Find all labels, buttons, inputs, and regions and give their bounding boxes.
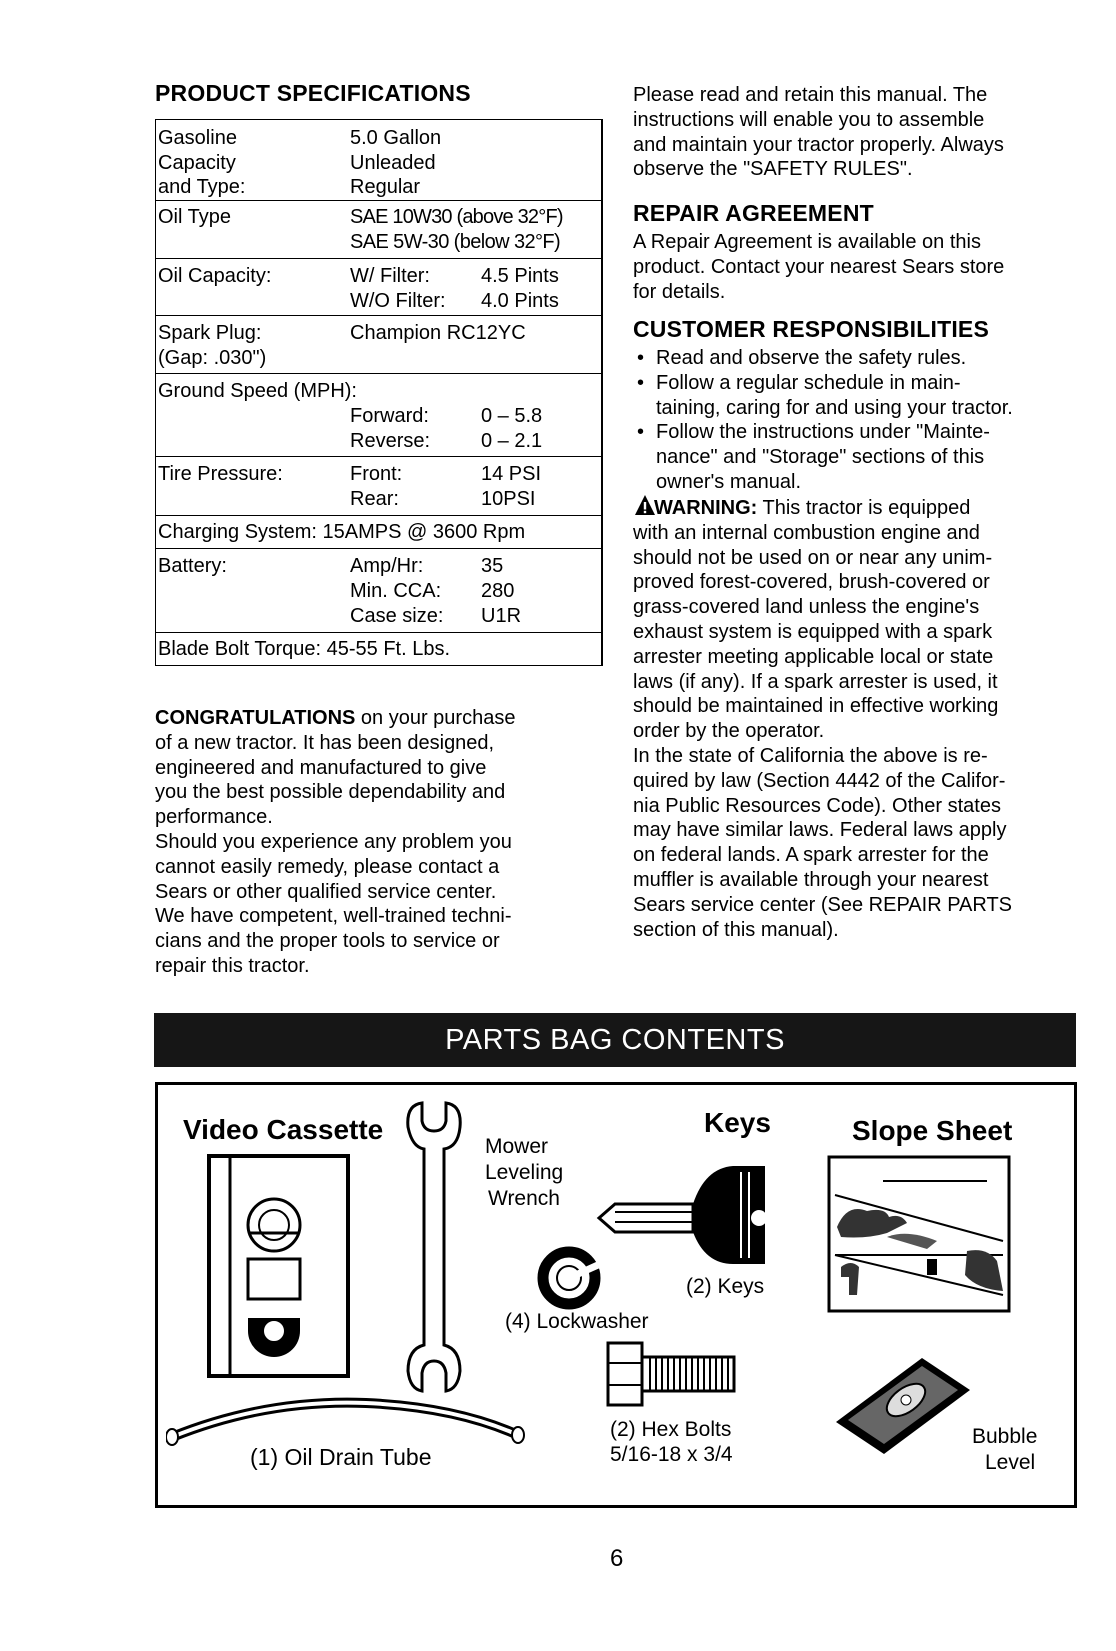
warning-label: WARNING: [654,497,758,519]
spec-value: 0 – 5.8 [481,405,543,427]
spec-value: W/ Filter: [350,265,430,287]
text-line: order by the operator. [633,720,825,743]
text-line: performance. [155,806,273,829]
text-line: you the best possible dependability and [155,781,506,804]
text-line: should be maintained in effective working [633,695,999,718]
spec-row-charging [156,516,601,549]
text-line: WARNING: This tractor is equipped [654,497,971,519]
list-item-cont: nance" and "Storage" sections of this [656,446,985,469]
slope-sheet-label: Slope Sheet [852,1115,1013,1146]
spec-value: SAE 5W-30 (below 32°F) [350,231,561,253]
text-line: Sears or other qualified service center. [155,880,497,903]
spec-table [155,119,603,666]
text-line: cians and the proper tools to service or [155,930,500,953]
text-line: should not be used on or near any unim- [633,546,993,569]
customer-list [633,346,1083,495]
text-line: A Repair Agreement is available on this [633,231,981,253]
spec-value: 35 [481,555,504,577]
spec-value: 280 [481,580,515,602]
text-line: laws (if any). If a spark arrester is used, it [633,670,998,693]
text-line: product. Contact your nearest Sears store [633,255,1005,278]
congratulations-lead: CONGRATULATIONS [155,707,356,729]
list-item-cont: taining, caring for and using your tractor. [656,396,1013,419]
text-line: CONGRATULATIONS on your purchase [155,707,516,729]
text-line: instructions will enable you to assemble [633,108,985,131]
customer-heading: CUSTOMER RESPONSIBILITIES [633,316,990,342]
spec-value: Regular [350,176,421,198]
spec-row-spark-plug [156,316,601,374]
oil-drain-tube-icon [166,1391,526,1451]
hex-bolts-size: 5/16-18 x 3/4 [610,1443,733,1466]
spec-row-ground-speed [156,374,601,457]
parts-bag-box [155,1082,1077,1508]
text-line: We have competent, well-trained techni- [155,905,512,928]
spec-label: Tire Pressure: [158,463,283,485]
lockwasher-label: (4) Lockwasher [505,1310,649,1333]
spec-value: SAE 10W30 (above 32°F) [350,206,563,228]
text-line: In the state of California the above is re- [633,744,988,767]
spec-value: Unleaded [350,152,436,174]
spec-value: 5.0 Gallon [350,127,442,149]
list-item: • Read and observe the safety rules. [633,346,1083,371]
spec-label: and Type: [158,176,246,198]
warning-text [633,496,1083,942]
text-line: exhaust system is equipped with a spark [633,620,993,643]
parts-bag-banner: PARTS BAG CONTENTS [154,1013,1076,1067]
video-cassette-label: Video Cassette [183,1114,384,1145]
spec-value: Min. CCA: [350,580,442,602]
text-line: of a new tractor. It has been designed, [155,731,495,754]
spec-label: Ground Speed (MPH): [158,380,357,402]
text-line: section of this manual). [633,918,839,941]
repair-heading: REPAIR AGREEMENT [633,200,874,226]
bubble-level-icon [830,1350,975,1462]
text-line: observe the "SAFETY RULES". [633,158,913,181]
text-line: engineered and manufactured to give [155,756,487,779]
list-item: • Follow the instructions under "Mainte- [633,420,1083,445]
list-item: • Follow a regular schedule in main- [633,371,1083,396]
text-line: repair this tractor. [155,954,310,977]
spec-value: Front: [350,463,403,485]
spec-value: Case size: [350,605,444,627]
key-icon [593,1160,773,1270]
repair-text [633,230,1083,304]
leveling-wrench-icon [398,1095,470,1395]
text-line: for details. [633,280,726,303]
keys-title: Keys [704,1107,771,1138]
wrench-label: Wrench [488,1187,560,1210]
text-line: nia Public Resources Code). Other states [633,794,1001,817]
text-line: and maintain your tractor properly. Always [633,133,1004,156]
spec-value: Champion RC12YC [350,322,526,344]
text-line: cannot easily remedy, please contact a [155,855,500,878]
text-line: with an internal combustion engine and [633,521,980,544]
spec-label: Gasoline [158,127,237,149]
intro-text [633,83,1083,182]
slope-sheet-icon [827,1155,1011,1313]
spec-heading: PRODUCT SPECIFICATIONS [155,80,471,106]
spec-label: Oil Type [158,206,231,228]
spec-label: Capacity [158,152,236,174]
page-number: 6 [610,1545,624,1572]
spec-label: Blade Bolt Torque: 45-55 Ft. Lbs. [158,638,451,660]
text-line: Sears service center (See REPAIR PARTS [633,893,1013,916]
spec-row-gasoline [156,120,601,201]
text-line: may have similar laws. Federal laws apply [633,819,1007,842]
spec-value: Amp/Hr: [350,555,424,577]
spec-value: 10PSI [481,488,536,510]
text-line: on federal lands. A spark arrester for the [633,844,989,867]
text-line: quired by law (Section 4442 of the Califor- [633,769,1006,792]
keys-label: (2) Keys [686,1275,765,1298]
text-line: arrester meeting applicable local or state [633,645,994,668]
spec-value: 4.0 Pints [481,290,559,312]
spec-value: W/O Filter: [350,290,446,312]
spec-label: Charging System: 15AMPS @ 3600 Rpm [158,521,526,543]
spec-value: Reverse: [350,430,431,452]
spec-label: Battery: [158,555,227,577]
hex-bolts-label: (2) Hex Bolts [610,1418,732,1441]
lockwasher-icon [536,1245,602,1311]
spec-value: 14 PSI [481,463,542,485]
spec-value: 0 – 2.1 [481,430,543,452]
spec-label: (Gap: .030") [158,347,267,369]
text-line: muffler is available through your nearest [633,868,989,891]
spec-label: Oil Capacity: [158,265,272,287]
list-item-cont: owner's manual. [656,470,801,493]
text-line: proved forest-covered, brush-covered or [633,571,990,594]
text-line: grass-covered land unless the engine's [633,596,980,619]
congratulations-text [155,706,595,979]
spec-label: Spark Plug: [158,322,262,344]
spec-value: Forward: [350,405,429,427]
spec-row-oil-type [156,201,601,259]
spec-row-oil-capacity [156,259,601,316]
bubble-level-label: Bubble [972,1425,1038,1448]
spec-value: Rear: [350,488,399,510]
spec-row-blade-torque [156,633,601,665]
spec-value: 4.5 Pints [481,265,559,287]
hex-bolt-icon [606,1341,738,1407]
wrench-label: Mower [485,1135,549,1158]
spec-value: U1R [481,605,522,627]
spec-row-battery [156,549,601,633]
spec-row-tire-pressure [156,457,601,516]
bubble-level-label: Level [985,1451,1036,1474]
text-line: Should you experience any problem you [155,830,512,853]
wrench-label: Leveling [485,1161,564,1184]
text-line: Please read and retain this manual. The [633,84,988,106]
oil-drain-tube-label: (1) Oil Drain Tube [250,1444,432,1470]
video-cassette-icon [206,1153,351,1379]
